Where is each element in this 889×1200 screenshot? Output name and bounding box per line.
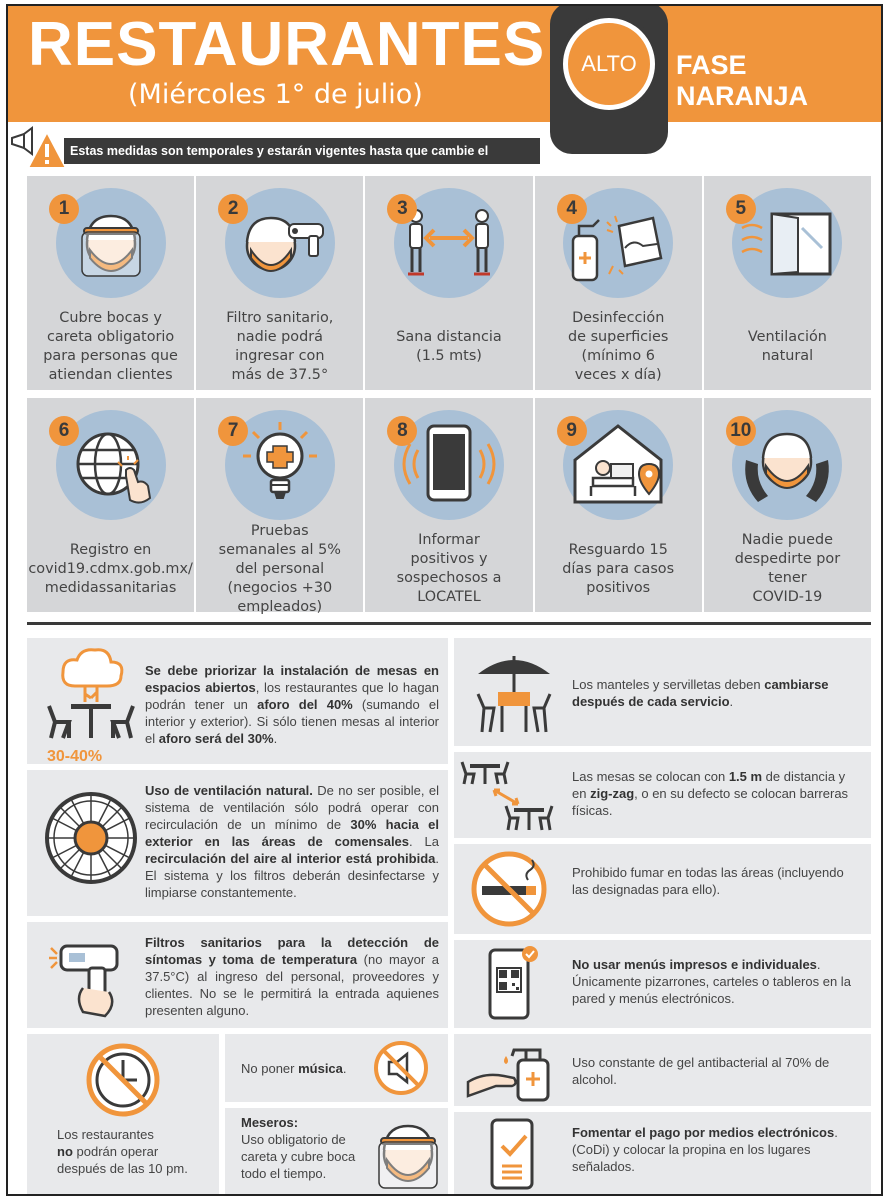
infographic xyxy=(6,4,883,1196)
page-title: RESTAURANTES xyxy=(28,10,546,79)
rule-electronic-payment xyxy=(454,1112,871,1194)
measures-row-2 xyxy=(27,398,871,615)
rule-music-text: No poner música. xyxy=(241,1061,347,1076)
measure-text: Resguardo 15 días para casos positivos xyxy=(562,541,675,596)
rule-digital-menus xyxy=(454,940,871,1028)
rule-no-music xyxy=(225,1034,448,1102)
measure-item xyxy=(363,398,532,612)
measure-item xyxy=(702,176,871,390)
measure-item xyxy=(363,176,532,390)
capacity-badge: 30-40% xyxy=(47,748,103,765)
qr-phone-icon xyxy=(484,944,544,1024)
measure-item xyxy=(27,176,194,390)
measure-number: 6 xyxy=(49,416,79,446)
outdoor-table-icon xyxy=(41,646,141,746)
measure-number: 5 xyxy=(726,194,756,224)
rule-payment-text: Fomentar el pago por medios electrónicos. (CoDi) y colocar la propina en los lugares señalados. xyxy=(572,1125,838,1174)
measure-number: 1 xyxy=(49,194,79,224)
rule-hours-text: Los restaurantes no podrán operar después de las 10 pm. xyxy=(57,1127,188,1176)
rule-outdoor-text: Se debe priorizar la instalación de mesas en espacios abiertos, los restaurantes que lo hagan podrán tener un aforo del 40% (sumando el interior y exterior). Si sólo tienen mesas al interior el aforo será del 30%. xyxy=(145,663,440,746)
measure-text: Informar positivos y sospechosos a LOCATEL xyxy=(396,532,502,605)
clock-prohibited-icon xyxy=(85,1042,161,1118)
rule-filters-text: Filtros sanitarios para la detección de síntomas y toma de temperatura (no mayor a 37.5°C) al ingreso del personal, proveedores y clientes. No se le permitirá la entrada aquienes presenten alguno. xyxy=(145,935,439,1018)
no-smoking-icon xyxy=(470,850,548,928)
rule-waiters xyxy=(225,1108,448,1194)
rule-tablecloths-text: Los manteles y servilletas deben cambiarse después de cada servicio. xyxy=(572,677,829,709)
rule-smoking-text: Prohibido fumar en todas las áreas (incluyendo las designadas para ello). xyxy=(572,865,844,897)
rule-gel xyxy=(454,1034,871,1106)
notice-bar: Estas medidas son temporales y estarán vigentes hasta que cambie el xyxy=(64,138,540,164)
rule-temperature-filters xyxy=(27,922,448,1028)
measure-number: 10 xyxy=(726,416,756,446)
gel-dispenser-icon xyxy=(464,1038,560,1104)
measure-number: 2 xyxy=(218,194,248,224)
rule-tablecloths xyxy=(454,638,871,746)
measure-item xyxy=(702,398,871,612)
measure-text: Ventilación natural xyxy=(747,329,827,364)
fan-icon xyxy=(41,788,141,888)
table-spacing-icon xyxy=(460,756,560,836)
rule-table-spacing xyxy=(454,752,871,838)
page-subtitle: (Miércoles 1° de julio) xyxy=(128,79,423,110)
measure-text: Desinfección de superficies (mínimo 6 veces x día) xyxy=(568,310,669,383)
rule-waiters-text: Meseros: Uso obligatorio de careta y cubre boca todo el tiempo. xyxy=(241,1115,356,1181)
measure-number: 4 xyxy=(557,194,587,224)
measure-item xyxy=(27,398,194,612)
measure-item xyxy=(194,176,363,390)
measure-text: Registro en covid19.cdmx.gob.mx/ medidassanitarias xyxy=(28,541,193,596)
rule-closing-hours xyxy=(27,1034,219,1194)
measure-item xyxy=(533,176,702,390)
waiter-mask-icon xyxy=(375,1116,441,1192)
rule-outdoor-tables xyxy=(27,638,448,764)
rule-no-smoking xyxy=(454,844,871,934)
rule-spacing-text: Las mesas se colocan con 1.5 m de distancia y en zig-zag, o en su defecto se colocan barreras físicas. xyxy=(572,769,849,818)
phase-label: FASE NARANJA xyxy=(676,50,809,111)
rule-ventilation-text: Uso de ventilación natural. De no ser posible, el sistema de ventilación sólo podrá operar con recirculación de un mínimo de 30% hacia el exterior en las áreas de comensales. La recirculación del aire al interior está prohibida. El sistema y los filtros deberán desinfectarse y limpiarse constantemente. xyxy=(145,783,440,900)
measure-number: 3 xyxy=(387,194,417,224)
rule-gel-text: Uso constante de gel antibacterial al 70% de alcohol. xyxy=(572,1055,830,1087)
measure-text: Filtro sanitario, nadie podrá ingresar con más de 37.5° xyxy=(226,310,334,383)
measure-item xyxy=(194,398,363,615)
measures-row-1 xyxy=(27,176,871,390)
measure-number: 8 xyxy=(387,416,417,446)
rule-ventilation xyxy=(27,770,448,916)
measure-text: Nadie puede despedirte por tener COVID-19 xyxy=(734,532,841,605)
header-banner xyxy=(8,6,881,122)
measure-number: 9 xyxy=(557,416,587,446)
measure-text: Pruebas semanales al 5% del personal (negocios +30 empleados) xyxy=(218,522,341,615)
mobile-payment-icon xyxy=(486,1116,542,1192)
no-music-icon xyxy=(373,1040,429,1096)
rule-menus-text: No usar menús impresos e individuales. Únicamente pizarrones, carteles o tableros en la pared y menús electrónicos. xyxy=(572,957,851,1006)
traffic-light-icon xyxy=(550,4,668,154)
measure-number: 7 xyxy=(218,416,248,446)
thermometer-gun-icon xyxy=(47,932,137,1022)
traffic-light-label: ALTO xyxy=(563,18,655,110)
measure-text: Sana distancia (1.5 mts) xyxy=(396,329,502,364)
warning-megaphone-icon xyxy=(10,124,66,170)
table-umbrella-icon xyxy=(474,652,554,736)
measure-text: Cubre bocas y careta obligatorio para personas que atiendan clientes xyxy=(43,310,178,383)
measure-item xyxy=(533,398,702,612)
section-divider xyxy=(27,622,871,625)
